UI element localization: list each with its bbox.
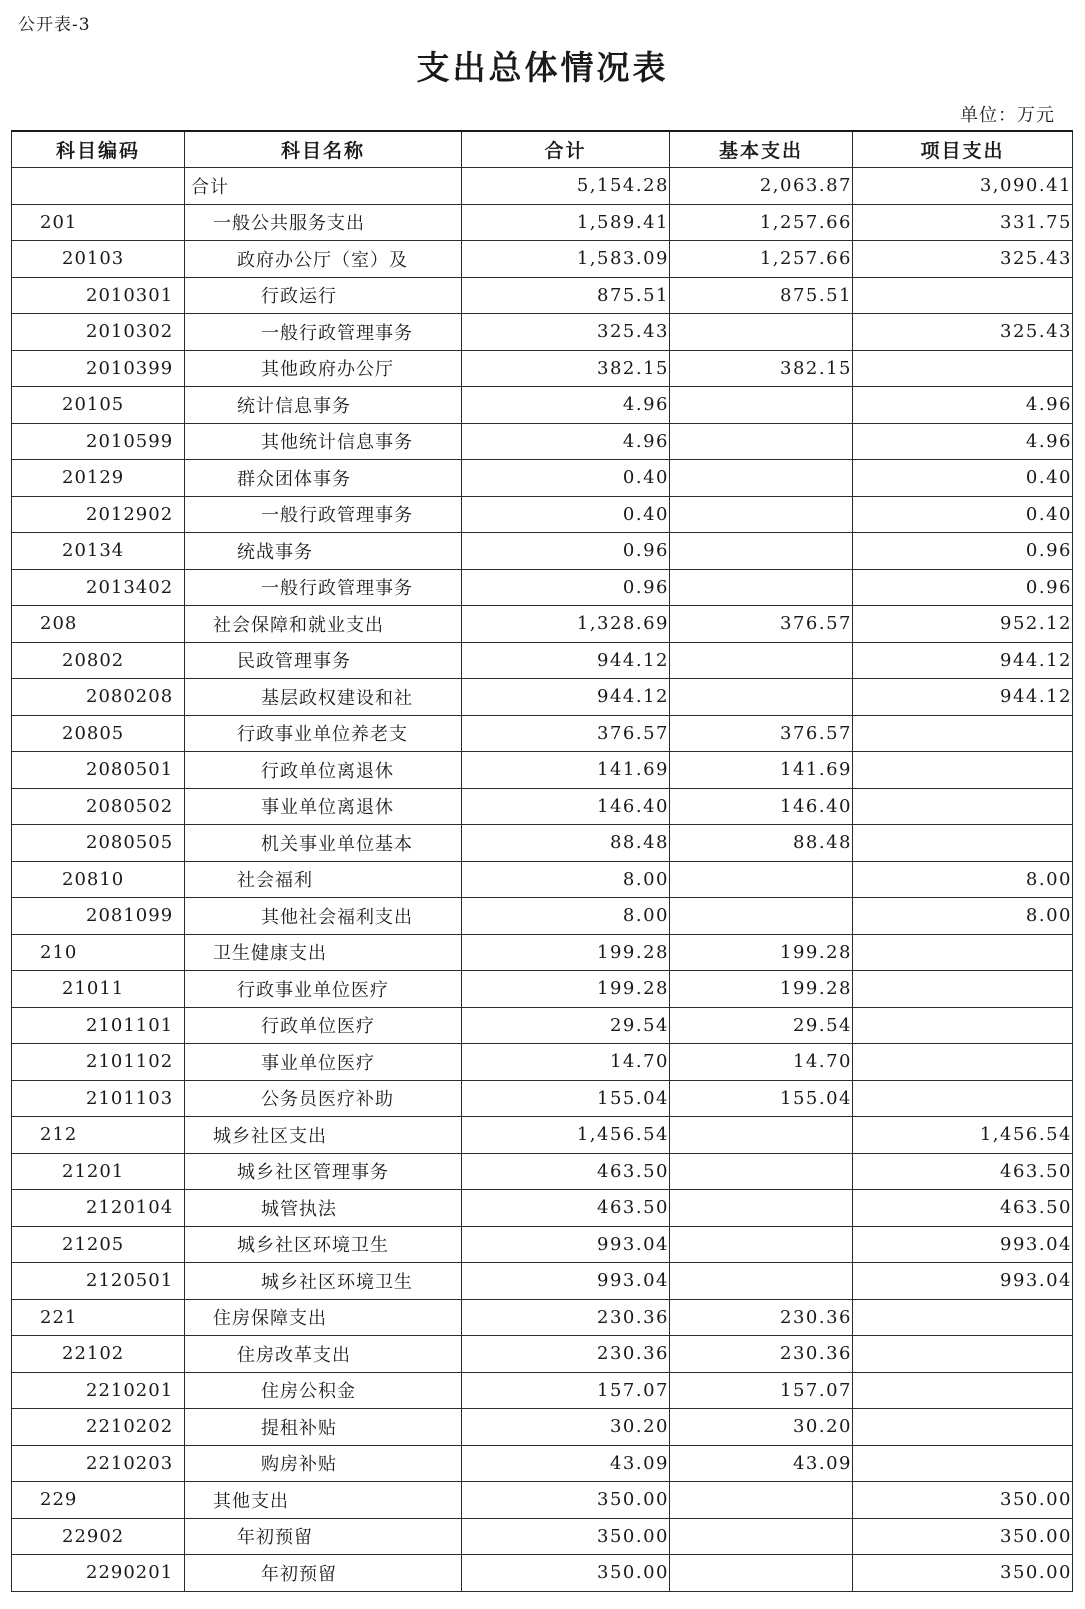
- cell-name: 事业单位离退休: [185, 788, 462, 825]
- cell-total: 146.40: [462, 788, 670, 825]
- table-row: [12, 350, 1073, 387]
- cell-code: 2013402: [12, 569, 185, 606]
- cell-total: 1,589.41: [462, 204, 670, 241]
- cell-total: 1,583.09: [462, 241, 670, 278]
- cell-code: 20802: [12, 642, 185, 679]
- table-row: [12, 1336, 1073, 1373]
- cell-total: 463.50: [462, 1190, 670, 1227]
- cell-name: 城管执法: [185, 1190, 462, 1227]
- cell-basic: 199.28: [670, 934, 853, 971]
- cell-code: 2120501: [12, 1263, 185, 1300]
- cell-name: 住房公积金: [185, 1372, 462, 1409]
- cell-code: 2080501: [12, 752, 185, 789]
- cell-code: 201: [12, 204, 185, 241]
- cell-project: 0.96: [853, 569, 1073, 606]
- cell-name: 一般行政管理事务: [185, 496, 462, 533]
- cell-project: [853, 1372, 1073, 1409]
- cell-name: 政府办公厅（室）及: [185, 241, 462, 278]
- cell-total: 8.00: [462, 861, 670, 898]
- cell-name: 住房改革支出: [185, 1336, 462, 1373]
- table-row: [12, 241, 1073, 278]
- cell-basic: 43.09: [670, 1445, 853, 1482]
- cell-basic: 141.69: [670, 752, 853, 789]
- cell-name: 卫生健康支出: [185, 934, 462, 971]
- table-row: [12, 1044, 1073, 1081]
- cell-project: [853, 350, 1073, 387]
- cell-project: [853, 825, 1073, 862]
- cell-project: 463.50: [853, 1190, 1073, 1227]
- cell-total: 4.96: [462, 387, 670, 424]
- cell-basic: [670, 1482, 853, 1519]
- cell-code: 20810: [12, 861, 185, 898]
- cell-total: 230.36: [462, 1336, 670, 1373]
- table-row: [12, 1409, 1073, 1446]
- cell-name: 年初预留: [185, 1518, 462, 1555]
- header-name: 科目名称: [185, 131, 462, 168]
- cell-name: 行政运行: [185, 277, 462, 314]
- cell-code: 221: [12, 1299, 185, 1336]
- cell-name: 城乡社区支出: [185, 1117, 462, 1154]
- cell-name: 城乡社区管理事务: [185, 1153, 462, 1190]
- cell-name: 基层政权建设和社: [185, 679, 462, 716]
- cell-code: 2120104: [12, 1190, 185, 1227]
- cell-project: [853, 752, 1073, 789]
- page-title: 支出总体情况表: [416, 48, 669, 87]
- cell-basic: 230.36: [670, 1336, 853, 1373]
- cell-name: 其他政府办公厅: [185, 350, 462, 387]
- cell-basic: 29.54: [670, 1007, 853, 1044]
- table-row: [12, 934, 1073, 971]
- cell-total: 382.15: [462, 350, 670, 387]
- cell-project: 350.00: [853, 1518, 1073, 1555]
- cell-basic: 146.40: [670, 788, 853, 825]
- cell-code: 2101102: [12, 1044, 185, 1081]
- table-row: [12, 606, 1073, 643]
- cell-project: 331.75: [853, 204, 1073, 241]
- cell-basic: 230.36: [670, 1299, 853, 1336]
- cell-basic: [670, 387, 853, 424]
- cell-name: 城乡社区环境卫生: [185, 1263, 462, 1300]
- cell-name: 统计信息事务: [185, 387, 462, 424]
- cell-name: 社会保障和就业支出: [185, 606, 462, 643]
- cell-basic: 30.20: [670, 1409, 853, 1446]
- table-row: [12, 642, 1073, 679]
- table-row: [12, 1007, 1073, 1044]
- cell-basic: [670, 314, 853, 351]
- cell-code: 2080502: [12, 788, 185, 825]
- table-row: [12, 1555, 1073, 1592]
- cell-code: 20805: [12, 715, 185, 752]
- cell-name: 行政单位医疗: [185, 1007, 462, 1044]
- cell-total: 30.20: [462, 1409, 670, 1446]
- cell-project: [853, 971, 1073, 1008]
- cell-code: 2080208: [12, 679, 185, 716]
- cell-project: 952.12: [853, 606, 1073, 643]
- cell-total: 4.96: [462, 423, 670, 460]
- cell-basic: [670, 1555, 853, 1592]
- cell-code: [12, 168, 185, 205]
- table-row: [12, 825, 1073, 862]
- header-total: 合计: [462, 131, 670, 168]
- cell-basic: [670, 1226, 853, 1263]
- cell-name: 民政管理事务: [185, 642, 462, 679]
- cell-basic: 14.70: [670, 1044, 853, 1081]
- cell-code: 2210203: [12, 1445, 185, 1482]
- cell-name: 一般行政管理事务: [185, 569, 462, 606]
- header-project: 项目支出: [853, 131, 1073, 168]
- cell-total: 8.00: [462, 898, 670, 935]
- cell-code: 20129: [12, 460, 185, 497]
- cell-project: [853, 277, 1073, 314]
- table-row: [12, 1518, 1073, 1555]
- cell-project: [853, 1080, 1073, 1117]
- cell-project: 0.40: [853, 496, 1073, 533]
- cell-total: 0.40: [462, 460, 670, 497]
- cell-name: 事业单位医疗: [185, 1044, 462, 1081]
- cell-project: [853, 715, 1073, 752]
- cell-total: 993.04: [462, 1263, 670, 1300]
- table-row: [12, 971, 1073, 1008]
- cell-basic: 1,257.66: [670, 204, 853, 241]
- cell-total: 350.00: [462, 1482, 670, 1519]
- cell-project: 993.04: [853, 1263, 1073, 1300]
- cell-basic: 157.07: [670, 1372, 853, 1409]
- cell-basic: [670, 1153, 853, 1190]
- table-row: [12, 1482, 1073, 1519]
- cell-name: 一般行政管理事务: [185, 314, 462, 351]
- cell-project: [853, 1044, 1073, 1081]
- cell-name: 年初预留: [185, 1555, 462, 1592]
- cell-code: 2101103: [12, 1080, 185, 1117]
- cell-code: 20134: [12, 533, 185, 570]
- cell-total: 463.50: [462, 1153, 670, 1190]
- cell-total: 875.51: [462, 277, 670, 314]
- cell-name: 其他社会福利支出: [185, 898, 462, 935]
- cell-code: 22902: [12, 1518, 185, 1555]
- cell-total: 14.70: [462, 1044, 670, 1081]
- table-header-row: [12, 131, 1073, 168]
- cell-project: 1,456.54: [853, 1117, 1073, 1154]
- cell-total: 944.12: [462, 679, 670, 716]
- cell-project: [853, 1409, 1073, 1446]
- cell-total: 43.09: [462, 1445, 670, 1482]
- cell-total: 376.57: [462, 715, 670, 752]
- cell-code: 210: [12, 934, 185, 971]
- table-row: [12, 1117, 1073, 1154]
- table-row: [12, 168, 1073, 205]
- cell-total: 157.07: [462, 1372, 670, 1409]
- cell-basic: [670, 569, 853, 606]
- cell-basic: [670, 861, 853, 898]
- cell-name: 城乡社区环境卫生: [185, 1226, 462, 1263]
- cell-project: 944.12: [853, 679, 1073, 716]
- table-row: [12, 1299, 1073, 1336]
- table-row: [12, 314, 1073, 351]
- cell-name: 其他统计信息事务: [185, 423, 462, 460]
- table-row: [12, 387, 1073, 424]
- cell-total: 944.12: [462, 642, 670, 679]
- table-row: [12, 204, 1073, 241]
- cell-total: 5,154.28: [462, 168, 670, 205]
- cell-total: 141.69: [462, 752, 670, 789]
- cell-total: 0.96: [462, 533, 670, 570]
- cell-name: 行政事业单位养老支: [185, 715, 462, 752]
- cell-basic: [670, 1117, 853, 1154]
- cell-total: 199.28: [462, 971, 670, 1008]
- cell-name: 公务员医疗补助: [185, 1080, 462, 1117]
- table-row: [12, 861, 1073, 898]
- table-row: [12, 1190, 1073, 1227]
- header-basic: 基本支出: [670, 131, 853, 168]
- cell-basic: 199.28: [670, 971, 853, 1008]
- header-code: 科目编码: [12, 131, 185, 168]
- cell-name: 一般公共服务支出: [185, 204, 462, 241]
- cell-total: 230.36: [462, 1299, 670, 1336]
- cell-project: [853, 1007, 1073, 1044]
- cell-total: 325.43: [462, 314, 670, 351]
- cell-code: 2010399: [12, 350, 185, 387]
- cell-code: 208: [12, 606, 185, 643]
- form-label: 公开表-3: [18, 15, 91, 35]
- cell-project: [853, 788, 1073, 825]
- table-row: [12, 423, 1073, 460]
- cell-total: 199.28: [462, 934, 670, 971]
- cell-name: 群众团体事务: [185, 460, 462, 497]
- cell-code: 21201: [12, 1153, 185, 1190]
- cell-code: 2010301: [12, 277, 185, 314]
- cell-code: 2081099: [12, 898, 185, 935]
- cell-project: 8.00: [853, 861, 1073, 898]
- table-row: [12, 496, 1073, 533]
- cell-name: 机关事业单位基本: [185, 825, 462, 862]
- cell-code: 2101101: [12, 1007, 185, 1044]
- cell-total: 993.04: [462, 1226, 670, 1263]
- cell-project: 0.40: [853, 460, 1073, 497]
- cell-code: 2290201: [12, 1555, 185, 1592]
- cell-code: 212: [12, 1117, 185, 1154]
- expenditure-table: [11, 130, 1073, 1592]
- cell-basic: 376.57: [670, 606, 853, 643]
- cell-project: 993.04: [853, 1226, 1073, 1263]
- cell-basic: 382.15: [670, 350, 853, 387]
- cell-basic: 1,257.66: [670, 241, 853, 278]
- cell-project: 350.00: [853, 1482, 1073, 1519]
- table-row: [12, 533, 1073, 570]
- cell-project: [853, 1299, 1073, 1336]
- cell-basic: [670, 533, 853, 570]
- cell-name: 合计: [185, 168, 462, 205]
- table-row: [12, 788, 1073, 825]
- cell-total: 29.54: [462, 1007, 670, 1044]
- cell-code: 2010599: [12, 423, 185, 460]
- cell-project: 4.96: [853, 387, 1073, 424]
- cell-project: 350.00: [853, 1555, 1073, 1592]
- cell-project: [853, 1336, 1073, 1373]
- table-body: [12, 168, 1073, 1592]
- table-row: [12, 1372, 1073, 1409]
- cell-code: 2010302: [12, 314, 185, 351]
- cell-total: 1,456.54: [462, 1117, 670, 1154]
- cell-project: 325.43: [853, 241, 1073, 278]
- cell-name: 住房保障支出: [185, 1299, 462, 1336]
- cell-project: [853, 1445, 1073, 1482]
- cell-project: [853, 934, 1073, 971]
- cell-name: 行政事业单位医疗: [185, 971, 462, 1008]
- cell-basic: [670, 642, 853, 679]
- table-row: [12, 715, 1073, 752]
- cell-code: 2210201: [12, 1372, 185, 1409]
- cell-name: 行政单位离退休: [185, 752, 462, 789]
- cell-basic: [670, 496, 853, 533]
- table-row: [12, 1153, 1073, 1190]
- table-row: [12, 898, 1073, 935]
- table-row: [12, 1226, 1073, 1263]
- table-row: [12, 1445, 1073, 1482]
- cell-project: 944.12: [853, 642, 1073, 679]
- cell-project: 8.00: [853, 898, 1073, 935]
- cell-project: 325.43: [853, 314, 1073, 351]
- cell-code: 2012902: [12, 496, 185, 533]
- cell-basic: [670, 1190, 853, 1227]
- cell-name: 统战事务: [185, 533, 462, 570]
- cell-code: 2080505: [12, 825, 185, 862]
- cell-project: 3,090.41: [853, 168, 1073, 205]
- table-row: [12, 1263, 1073, 1300]
- cell-code: 20105: [12, 387, 185, 424]
- cell-code: 229: [12, 1482, 185, 1519]
- cell-basic: [670, 460, 853, 497]
- cell-basic: [670, 1518, 853, 1555]
- cell-basic: [670, 1263, 853, 1300]
- cell-basic: 155.04: [670, 1080, 853, 1117]
- table-row: [12, 277, 1073, 314]
- cell-code: 20103: [12, 241, 185, 278]
- cell-total: 350.00: [462, 1518, 670, 1555]
- table-row: [12, 679, 1073, 716]
- cell-basic: [670, 679, 853, 716]
- cell-code: 22102: [12, 1336, 185, 1373]
- cell-total: 88.48: [462, 825, 670, 862]
- table-row: [12, 752, 1073, 789]
- cell-name: 其他支出: [185, 1482, 462, 1519]
- cell-basic: 88.48: [670, 825, 853, 862]
- cell-total: 155.04: [462, 1080, 670, 1117]
- cell-code: 21011: [12, 971, 185, 1008]
- cell-total: 0.40: [462, 496, 670, 533]
- cell-basic: 376.57: [670, 715, 853, 752]
- cell-project: 4.96: [853, 423, 1073, 460]
- cell-name: 社会福利: [185, 861, 462, 898]
- cell-total: 1,328.69: [462, 606, 670, 643]
- table-row: [12, 460, 1073, 497]
- cell-project: 463.50: [853, 1153, 1073, 1190]
- cell-basic: [670, 898, 853, 935]
- cell-basic: 2,063.87: [670, 168, 853, 205]
- cell-basic: 875.51: [670, 277, 853, 314]
- cell-code: 21205: [12, 1226, 185, 1263]
- table-row: [12, 569, 1073, 606]
- cell-total: 0.96: [462, 569, 670, 606]
- cell-name: 提租补贴: [185, 1409, 462, 1446]
- cell-name: 购房补贴: [185, 1445, 462, 1482]
- cell-basic: [670, 423, 853, 460]
- unit-label: 单位：万元: [960, 105, 1055, 126]
- cell-code: 2210202: [12, 1409, 185, 1446]
- cell-total: 350.00: [462, 1555, 670, 1592]
- cell-project: 0.96: [853, 533, 1073, 570]
- table-row: [12, 1080, 1073, 1117]
